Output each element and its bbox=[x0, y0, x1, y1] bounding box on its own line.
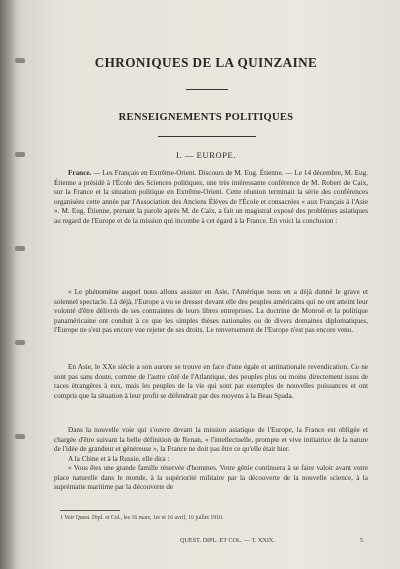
paragraph-text: En Asie, le XXe siècle a son aurore se trouve en face d'une égale et antinationale revendication. Ce ne sont pas sans doute, comme de l'autre côté de l'Atlantique, des peuples plus ou moins directement issus de races étrangères à eux, mais les peuples de la vie qui sont par exemples de nouvelles puissances et ont compris que la situation à leur profit se défendrait par des moyens à la Beau Spada. bbox=[54, 363, 368, 400]
page-content bbox=[30, 0, 382, 569]
section-rule bbox=[158, 136, 256, 137]
quote-intro: A la Chine et à la Russie, elle dira : bbox=[68, 454, 170, 463]
binding-mark bbox=[15, 58, 25, 63]
country-label: France. bbox=[68, 169, 92, 177]
paragraph-asia bbox=[54, 363, 368, 401]
binding-mark bbox=[15, 340, 25, 345]
binding-mark bbox=[15, 152, 25, 157]
page-number: 5 bbox=[360, 537, 364, 544]
footnote-rule bbox=[60, 510, 120, 511]
paragraph-text: « Le phénomène auquel nous allons assister en Asie, l'Amérique nous en a déjà donné le grave et solennel spectacle. Là déjà, l'Europe a vu se dresser devant elle des peuples américains qui ne ont atteint leur volonté d'être délivrés de ses contraintes de leurs libres entreprises. La doctrine de Monroë et la politique panaméricaine ont conduit à ce que les simples thèses nationales ou de divers domaines diplomatiques, l'Europe ne s'est pas encore vue rejeter de ses droits. Le renversement de l'Europe n'est pas encore venu. bbox=[54, 288, 368, 334]
subsection-title: I. — EUROPE. bbox=[175, 150, 237, 160]
footnote: 1 Voir Quest. Dipl. et Col., les 16 mars, 1er et 16 avril, 16 juillet 1910. bbox=[60, 515, 224, 521]
quote-text: « Vous êtes une grande famille réservée d'hommes. Votre génie continuera à se faire valoir avant votre place naturelle dans le monde, à la supériorité militaire par la découverte de la nouvelle science, à la suprématie maritime par la découverte de bbox=[54, 464, 368, 491]
page-title: CHRONIQUES DE LA QUINZAINE bbox=[94, 55, 318, 70]
binding-mark bbox=[15, 434, 25, 439]
section-title: RENSEIGNEMENTS POLITIQUES bbox=[118, 112, 294, 123]
paragraph-france bbox=[54, 169, 368, 226]
paragraph-mission bbox=[54, 426, 368, 493]
paragraph-text: — Les Français en Extrême-Orient. Discours de M. Eug. Étienne. — Le 14 décembre, M. Eug. Étienne a présidé à l'École des Sciences politiques, une très intéressante conférence de M. Robert de Caix, sur la France et la situation politique en Extrême-Orient. Cette réunion terminait la série des conférences organisées cette année par l'Association des Anciens Élèves de l'École et consacrées « aux Français à l'Asie ». M. Eug. Étienne, prenant la parole après M. de Caix, a fait un magistral exposé des problèmes asiatiques au regard de l'Europe et de la mission qui incombe à cet égard à la France. En voici la conclusion : bbox=[54, 169, 368, 225]
book-binding bbox=[0, 0, 16, 569]
paragraph-america bbox=[54, 288, 368, 336]
paragraph-text: Dans la nouvelle voie qui s'ouvre devant la mission asiatique de l'Europe, la France est obligée et chargée d'être suivant la belle définition de Renan, « l'intellectuelle, prompte et vive initiatrice de la nature de l'idée de grandeur et généreuse », la France ne doit pas être ce qu'elle était hier. bbox=[54, 426, 368, 453]
running-head: QUEST. DIPL. ET COL. — T. XXIX. bbox=[180, 537, 275, 544]
title-rule bbox=[186, 89, 228, 90]
binding-mark bbox=[15, 246, 25, 251]
